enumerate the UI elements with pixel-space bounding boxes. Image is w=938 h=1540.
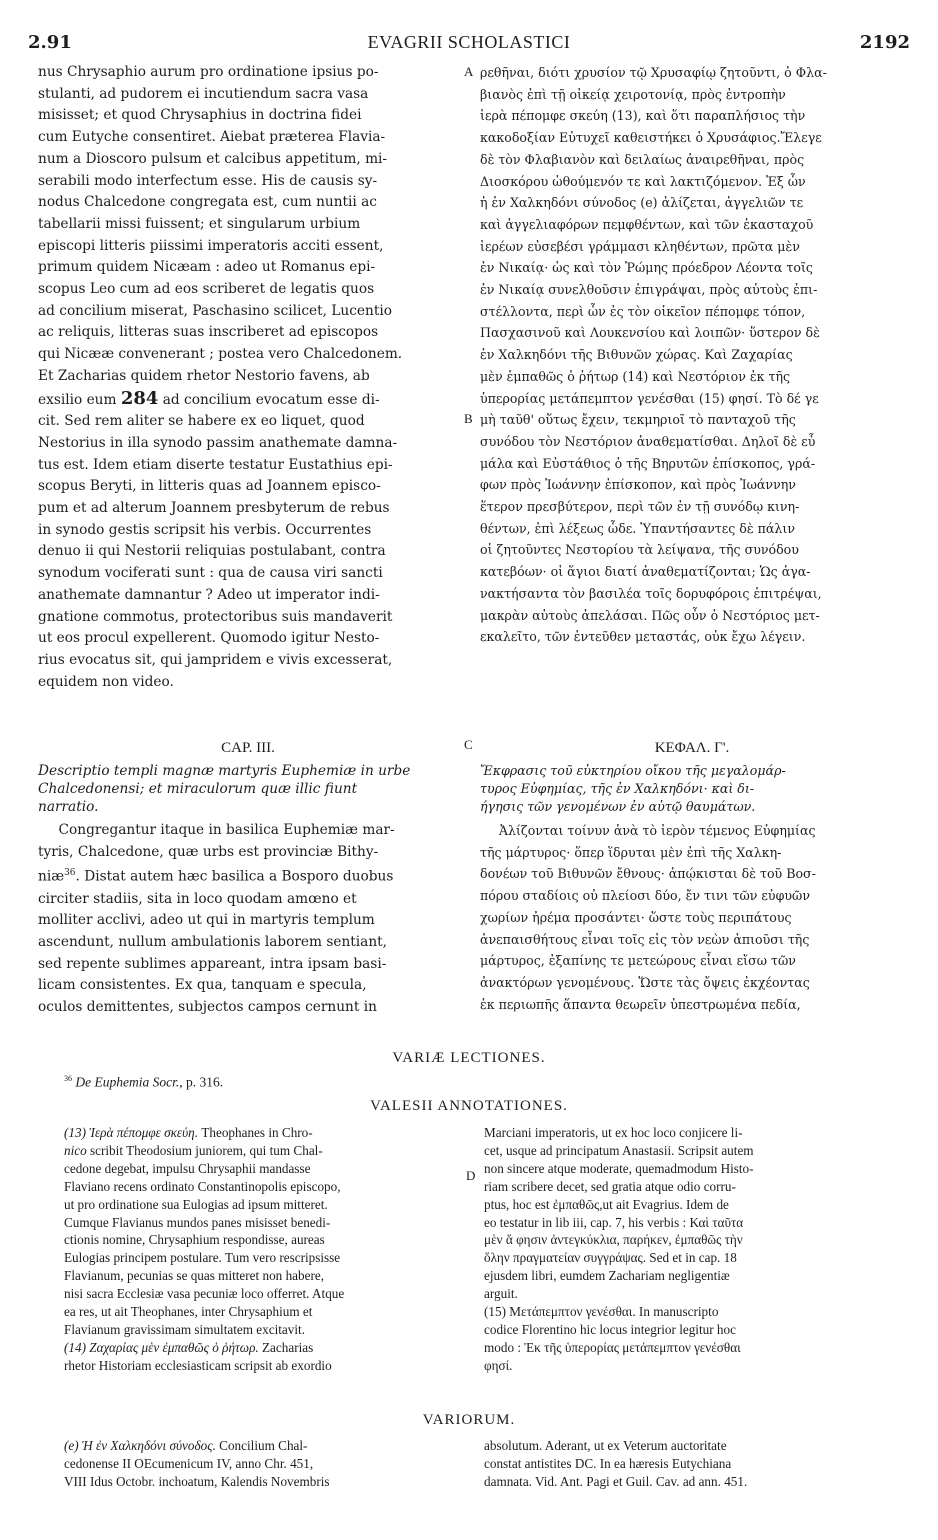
margin-letter-a: A bbox=[464, 64, 474, 79]
valesii-note-text: rhetor Historiam ecclesiasticam scripsit ab exordio bbox=[64, 1357, 332, 1373]
greek-body-line: χωρίων ἠρέμα προσάντει· ὥστε τοὺς περιπάτους bbox=[480, 909, 792, 925]
latin-text-line: tus est. Idem etiam diserte testatur Eustathius epi- bbox=[38, 456, 393, 473]
latin-text-block-b bbox=[38, 411, 458, 693]
latin-text-line: ut eos procul expellerent. Quomodo igitur Nesto- bbox=[38, 630, 380, 647]
running-title: EVAGRII SCHOLASTICI bbox=[367, 32, 571, 52]
latin-chapter-body bbox=[38, 820, 458, 1019]
greek-summary-line: ήγησις τῶν γενομένων ἐν αὐτῷ θαυμάτων. bbox=[480, 799, 756, 814]
variorum-note-right bbox=[484, 1437, 904, 1491]
valesii-note-text: Cumque Flavianus mundos panes misisset benedi- bbox=[64, 1214, 331, 1230]
latin-text-line: serabili modo interfectum esse. His de causis sy- bbox=[38, 172, 378, 189]
latin-text-line: nodus Chalcedone congregata est, cum nuntii ac bbox=[38, 194, 377, 211]
latin-text-line: num a Dioscoro pulsum et calcibus appetitum, mi- bbox=[38, 150, 388, 167]
variorum-note-line: VIII Idus Octobr. inchoatum, Kalendis Novembris bbox=[64, 1473, 330, 1489]
greek-text-line: ἱερέων εὐσεβέσι γράμμασι κληθέντων, πρῶτα μὲν bbox=[480, 238, 800, 254]
valesii-annotationes-heading: VALESII ANNOTATIONES. bbox=[370, 1098, 568, 1114]
greek-chapter-heading: ΚΕΦΑΛ. Γ'. bbox=[654, 740, 730, 756]
footnote-number: 36 bbox=[64, 1074, 72, 1083]
valesii-note-lemma: (13) Ἱερὰ πέπομφε σκεύη. bbox=[64, 1125, 199, 1140]
valesii-note-text: cedone degebat, impulsu Chrysaphii mandasse bbox=[64, 1160, 311, 1176]
latin-line-284-post: ad concilium evocatum esse di- bbox=[162, 391, 380, 408]
greek-text-line: ἐν Νικαίᾳ· ὡς καὶ τὸν Ῥώμης πρόεδρον Λέοντα τοῖς bbox=[480, 260, 813, 276]
valesii-note-text: Zacharias bbox=[258, 1339, 314, 1355]
valesii-note-text: ctionis nomine, Chrysaphium respondisse, aureas bbox=[64, 1232, 325, 1248]
valesii-note-line bbox=[64, 1357, 462, 1375]
latin-text-line: denuo ii qui Nestorii reliquias postulabant, contra bbox=[38, 543, 386, 560]
valesii-note-line bbox=[64, 1124, 462, 1142]
latin-text-line: episcopi litteris piissimi imperatoris acciti essent, bbox=[38, 237, 384, 254]
latin-body-line bbox=[38, 863, 458, 888]
latin-text-line: ac reliquis, litteras suas inscriberet ad episcopos bbox=[38, 324, 379, 341]
greek-text-line: νακτήσαντα τὸν βασιλέα τοῖς δορυφόροις ἐπιτρέψαι, bbox=[480, 585, 822, 601]
latin-text-line: primum quidem Nicæam : adeo ut Romanus epi- bbox=[38, 259, 376, 276]
valesii-note-text: Theophanes in Chro- bbox=[198, 1125, 313, 1140]
valesii-note-line: ptus, hoc est ἐμπαθῶς,ut ait Evagrius. Idem de bbox=[484, 1196, 729, 1212]
greek-body-line: τῆς μάρτυρος· ὅπερ ἵδρυται μὲν ἐπὶ τῆς Χαλκη- bbox=[480, 844, 782, 860]
variae-lectiones-heading: VARIÆ LECTIONES. bbox=[392, 1050, 546, 1066]
greek-summary-line: τυρος Εὐφημίας, τῆς ἐν Χαλκηδόνι· καὶ δι- bbox=[480, 781, 755, 796]
valesii-notes-right bbox=[484, 1124, 904, 1375]
greek-text-line: στέλλοντα, περὶ ὧν ἐς τὸν οἰκεῖον πέπομφε τόπον, bbox=[480, 303, 806, 319]
valesii-note-line: eo testatur in lib iii, cap. 7, his verbis : Καὶ ταῦτα bbox=[484, 1214, 744, 1230]
latin-text-line: scopus Beryti, in litteris quas ad Joannem episco- bbox=[38, 478, 381, 495]
latin-body-line-3-post: . Distat autem hæc basilica a Bosporo duobus bbox=[75, 868, 394, 885]
valesii-note-line bbox=[64, 1214, 462, 1232]
greek-body-line: ἀνεπαισθήτους εἶναι τοῖς εἰς τὸν νεὼν ἀπιοῦσι τῆς bbox=[480, 931, 810, 947]
valesii-note-line: codice Florentino hic locus integrior legitur hoc bbox=[484, 1321, 736, 1337]
valesii-note-line: riam scribere decet, sed gratia atque odio corru- bbox=[484, 1178, 736, 1194]
latin-text-line: synodum vociferati sunt : qua de causa viri sancti bbox=[38, 565, 383, 582]
latin-text-line: ad concilium miserat, Paschasino scilicet, Lucentio bbox=[38, 302, 392, 319]
variorum-lemma: (e) Ἡ ἐν Χαλκηδόνι σύνοδος. bbox=[64, 1438, 216, 1453]
greek-body-line: πόρου σταδίοις οὐ πλείοσι δύο, ἔν τινι τῶν εὐφυῶν bbox=[480, 888, 810, 904]
valesii-note-text: Flavianum, pecunias se quas mitteret non habere, bbox=[64, 1268, 325, 1284]
latin-text-line: anathemate damnantur ? Adeo ut imperator indi- bbox=[38, 586, 380, 603]
latin-line-284-pre: exsilio eum bbox=[38, 391, 117, 408]
variorum-note-left-lines bbox=[64, 1455, 462, 1491]
footnote-36 bbox=[64, 1074, 223, 1091]
page-header bbox=[28, 32, 910, 54]
valesii-note-text: ea res, ut ait Theophanes, inter Chrysaphium et bbox=[64, 1304, 313, 1320]
latin-summary-line: Descriptio templi magnæ martyris Euphemiæ in urbe bbox=[38, 763, 411, 779]
latin-body-line: sed repente sublimes appareant, intra ipsam basi- bbox=[38, 955, 387, 972]
valesii-note-line: ὅλην πραγματείαν συγγράψας. Sed et in cap. 18 bbox=[484, 1250, 737, 1266]
valesii-note-line: μὲν ἅ φησιν ἀντεγκύκλια, παρήκεν, ἐμπαθῶς τὴν bbox=[484, 1232, 743, 1248]
valesii-note-line: cet, usque ad principatum Anastasii. Scripsit autem bbox=[484, 1142, 754, 1158]
latin-text-line: equidem non video. bbox=[38, 673, 174, 690]
valesii-note-line bbox=[64, 1249, 462, 1267]
variorum-note-left-first bbox=[64, 1437, 462, 1455]
valesii-note-line: non sincere atque moderate, quemadmodum Histo- bbox=[484, 1160, 754, 1176]
latin-body-line: molliter acclivi, adeo ut qui in martyris templum bbox=[38, 912, 375, 929]
valesii-note-text: Flavianum gravissimam simultatem excitavit. bbox=[64, 1321, 305, 1337]
valesii-note-line bbox=[64, 1196, 462, 1214]
greek-text-line: θέντων, ἐπὶ λέξεως ὧδε. Ὑπαντήσαντες δὲ πάλιν bbox=[480, 520, 795, 536]
margin-letter-b: B bbox=[464, 411, 473, 426]
page-number-right: 2192 bbox=[859, 32, 910, 53]
valesii-note-line bbox=[64, 1231, 462, 1249]
greek-text-line: βιανὸς ἐπὶ τῇ οἰκείᾳ χειροτονίᾳ, πρὸς ἐντροπὴν bbox=[480, 86, 786, 102]
greek-text-line: κακοδοξίαν Εὐτυχεῖ καθειστήκει ὁ Χρυσάφιος.Ἔλεγε bbox=[480, 130, 822, 146]
greek-body-line: ἀνακτόρων γενομένους. Ὥστε τὰς ὄψεις ἐκχέοντας bbox=[480, 974, 810, 990]
latin-line-284 bbox=[38, 388, 458, 412]
page-number-left: 2.91 bbox=[28, 32, 72, 53]
latin-body-line: oculos demittentes, subjectos campos cernunt in bbox=[38, 999, 377, 1016]
variorum-heading: VARIORUM. bbox=[422, 1412, 516, 1428]
valesii-note-line bbox=[64, 1178, 462, 1196]
greek-text-line: Πασχασινοῦ καὶ Λουκενσίου καὶ λοιπῶν· ὕστερον δὲ bbox=[480, 325, 820, 341]
valesii-notes-left bbox=[64, 1124, 462, 1375]
valesii-notes-left-lines bbox=[64, 1124, 462, 1375]
greek-text-line: ἱερὰ πέπομφε σκεύη (13), καὶ ὅτι παραπλήσιος τὴν bbox=[480, 108, 806, 124]
latin-body-line: Congregantur itaque in basilica Euphemiæ mar- bbox=[58, 822, 395, 838]
valesii-note-line bbox=[64, 1160, 462, 1178]
greek-text-block bbox=[480, 62, 904, 648]
latin-text-column bbox=[38, 62, 458, 693]
latin-text-line: stulanti, ad pudorem ei incutiendum sacra vasa bbox=[38, 85, 369, 102]
latin-text-line: misisset; et quod Chrysaphius in doctrina fidei bbox=[38, 107, 362, 124]
greek-body-line: μάρτυρος, ἐξαπίνης τε μετεώρους εἶναι εἴσω τῶν bbox=[480, 953, 796, 969]
greek-chapter-summary bbox=[480, 762, 904, 816]
greek-text-line: ἡ ἐν Χαλκηδόνι σύνοδος (e) ἀλίζεται, ἀγγελιῶν τε bbox=[480, 195, 804, 211]
variorum-note-line: constat antistites DC. In ea hæresis Eutychiana bbox=[484, 1455, 732, 1471]
valesii-note-text: ut pro ordinatione sua Eulogias ad ipsum mitteret. bbox=[64, 1196, 328, 1212]
valesii-note-lemma: (14) Ζαχαρίας μὲν ἐμπαθῶς ὁ ῥήτωρ. bbox=[64, 1339, 259, 1355]
greek-body-lines bbox=[480, 820, 904, 1015]
variorum-note-right-lines bbox=[484, 1437, 904, 1491]
latin-text-line: Nestorius in illa synodo passim anathemate damna- bbox=[38, 434, 398, 451]
latin-chapter-summary bbox=[38, 762, 458, 816]
greek-chapter-summary-lines bbox=[480, 762, 904, 816]
valesii-notes-right-lines bbox=[484, 1124, 904, 1375]
valesii-note-line bbox=[64, 1142, 462, 1160]
greek-text-line: φων πρὸς Ἰωάννην ἐπίσκοπον, καὶ πρὸς Ἰωάννην bbox=[480, 477, 796, 493]
greek-body-line: ἐκ περιωπῆς ἅπαντα θεωρεῖν ὑπεστρωμένα πεδία, bbox=[480, 996, 801, 1012]
variorum-note-line: absolutum. Aderant, ut ex Veterum auctoritate bbox=[484, 1438, 727, 1453]
latin-text-block-a bbox=[38, 62, 458, 388]
valesii-note-line bbox=[64, 1303, 462, 1321]
valesii-note-line: arguit. bbox=[484, 1286, 518, 1302]
latin-text-line: nus Chrysaphio aurum pro ordinatione ipsius po- bbox=[38, 64, 379, 80]
latin-body-line-3-pre: niæ bbox=[38, 868, 65, 885]
latin-text-line: in synodo gestis scripsit his verbis. Occurrentes bbox=[38, 521, 372, 538]
variorum-note-line: damnata. Vid. Ant. Pagi et Guil. Cav. ad ann. 451. bbox=[484, 1473, 748, 1489]
valesii-note-line bbox=[64, 1267, 462, 1285]
greek-text-line: δὲ τὸν Φλαβιανὸν καὶ δειλαίως ἀναιρεθῆναι, πρὸς bbox=[480, 151, 805, 167]
greek-text-line: οἱ ζητοῦντες Νεστορίου τὰ λείψανα, τῆς συνόδου bbox=[480, 542, 799, 558]
greek-text-line: μὲν ἐμπαθῶς ὁ ῥήτωρ (14) καὶ Νεστόριον ἐκ τῆς bbox=[480, 368, 791, 384]
footnote-source: De Euphemia Socr. bbox=[75, 1074, 180, 1090]
latin-text-line: rius evocatus sit, qui jampridem e vivis excesserat, bbox=[38, 651, 393, 668]
latin-text-line: Et Zacharias quidem rhetor Nestorio favens, ab bbox=[38, 367, 370, 384]
latin-summary-line: narratio. bbox=[38, 799, 99, 815]
greek-chapter-body bbox=[480, 820, 904, 1015]
latin-body-lines bbox=[38, 889, 458, 1019]
latin-chapter-summary-lines bbox=[38, 762, 458, 816]
greek-text-line: κατεβόων· οἱ ἅγιοι διατί ἀναθεματίζονται; Ὡς ἀγα- bbox=[480, 564, 811, 580]
valesii-note-line bbox=[64, 1285, 462, 1303]
greek-text-line: μακρὰν αὐτοὺς ἀπελάσαι. Πῶς οὖν ὁ Νεστόριος μετ- bbox=[480, 607, 820, 623]
valesii-note-text: Flaviano recens ordinato Constantinopolis episcopo, bbox=[64, 1178, 341, 1194]
latin-chapter-heading: CAP. III. bbox=[221, 740, 275, 756]
margin-letter-c: C bbox=[464, 737, 473, 752]
greek-text-line: μάλα καὶ Εὐστάθιος ὁ τῆς Βηρυτῶν ἐπίσκοπος, γρά- bbox=[480, 455, 816, 471]
greek-text-line: ἐν Νικαίᾳ συνελθοῦσιν ἐπιγράψαι, πρὸς αὐτοὺς ἐπι- bbox=[480, 282, 818, 298]
latin-body-line: circiter stadiis, sita in loco quodam amœno et bbox=[38, 890, 357, 907]
valesii-note-lemma: nico bbox=[64, 1142, 87, 1158]
latin-text-line: cit. Sed rem aliter se habere ex eo liquet, quod bbox=[38, 413, 365, 430]
latin-body-line: ascendunt, nullum ambulationis laborem sentiant, bbox=[38, 934, 387, 951]
greek-text-line: ἕτερον πρεσβύτερον, περὶ τῶν ἐν τῇ συνόδῳ κινη- bbox=[480, 499, 800, 515]
greek-text-line: καὶ ἀγγελιαφόρων πεμφθέντων, καὶ τῶν ἑκασταχοῦ bbox=[480, 216, 814, 232]
valesii-note-text: Eulogias principem postulare. Tum vero rescripsisse bbox=[64, 1250, 341, 1266]
greek-text-line: ρεθῆναι, διότι χρυσίον τῷ Χρυσαφίῳ ζητοῦντι, ὁ Φλα- bbox=[480, 65, 827, 80]
greek-text-line: ἐν Χαλκηδόνι τῆς Βιθυνῶν χώρας. Καὶ Ζαχαρίας bbox=[480, 347, 793, 363]
variorum-note-text: Concilium Chal- bbox=[215, 1438, 308, 1453]
latin-text-line: gnatione commotus, protectoribus suis mandaverit bbox=[38, 608, 393, 625]
valesii-note-line: (15) Μετάπεμπτον γενέσθαι. In manuscripto bbox=[484, 1304, 719, 1320]
column-number-284: 284 bbox=[120, 387, 159, 409]
greek-text-line: εκαλεῖτο, τῶν ἐντεῦθεν μεταστάς, οὐκ ἔχω λέγειν. bbox=[480, 629, 806, 645]
valesii-note-line bbox=[64, 1339, 462, 1357]
latin-text-line: cum Eutyche consentiret. Aiebat præterea Flavia- bbox=[38, 129, 386, 146]
valesii-note-text: scribit Theodosium juniorem, qui tum Chal- bbox=[86, 1142, 323, 1158]
valesii-note-text: nisi sacra Ecclesiæ vasa pecuniæ loco offerret. Atque bbox=[64, 1286, 345, 1302]
valesii-note-line bbox=[64, 1321, 462, 1339]
valesii-note-line: ejusdem libri, eumdem Zachariam negligentiæ bbox=[484, 1268, 730, 1284]
greek-text-line: συνόδου τὸν Νεστόριον ἀναθεματίσθαι. Δηλοῖ δὲ εὖ bbox=[480, 433, 816, 449]
footnote-ref-36: 36 bbox=[64, 868, 76, 879]
greek-text-line: Διοσκόρου ὠθούμενόν τε καὶ λακτιζόμενον. Ἐξ ὧν bbox=[480, 173, 806, 189]
greek-text-line: ὑπερορίας μετάπεμπτον γενέσθαι (15) φησί. Τὸ δέ γε bbox=[480, 390, 819, 406]
valesii-note-line: Marciani imperatoris, ut ex hoc loco conjicere li- bbox=[484, 1125, 743, 1140]
margin-letter-d: D bbox=[466, 1168, 476, 1183]
greek-summary-line: Ἔκφρασις τοῦ εὐκτηρίου οἴκου τῆς μεγαλομάρ- bbox=[480, 763, 786, 778]
greek-text-column bbox=[480, 62, 904, 648]
latin-body-line: tyris, Chalcedone, quæ urbs est provinciæ Bithy- bbox=[38, 843, 379, 860]
latin-text-line: scopus Leo cum ad eos scriberet de legatis quos bbox=[38, 281, 375, 298]
latin-text-line: tabellarii missi fuissent; et singularum urbium bbox=[38, 215, 361, 232]
valesii-note-line: modo : Ἐκ τῆς ὑπερορίας μετάπεμπτον γενέσθαι bbox=[484, 1339, 741, 1355]
greek-text-line: μὴ ταῦθ' οὕτως ἔχειν, τεκμηριοῖ τὸ πανταχοῦ τῆς bbox=[480, 412, 796, 428]
latin-summary-line: Chalcedonensi; et miraculorum quæ illic fiunt bbox=[38, 781, 358, 797]
latin-text-line: qui Nicææ convenerant ; postea vero Chalcedonem. bbox=[38, 346, 403, 363]
variorum-note-line: cedonense II OEcumenicum IV, anno Chr. 451, bbox=[64, 1455, 314, 1471]
footnote-page: , p. 316. bbox=[179, 1074, 224, 1090]
latin-text-line: pum et ad alterum Joannem presbyterum de rebus bbox=[38, 500, 390, 517]
greek-body-line: Ἀλίζονται τοίνυν ἀνὰ τὸ ἱερὸν τέμενος Εὐφημίας bbox=[498, 823, 816, 838]
variorum-note-left bbox=[64, 1437, 462, 1491]
valesii-note-line: φησί. bbox=[484, 1357, 513, 1373]
greek-body-line: δονέων τοῦ Βιθυνῶν ἔθνους· ἀπῴκισται δὲ τοῦ Βοσ- bbox=[480, 866, 816, 882]
latin-body-line: licam consistentes. Ex qua, tanquam e specula, bbox=[38, 977, 367, 994]
